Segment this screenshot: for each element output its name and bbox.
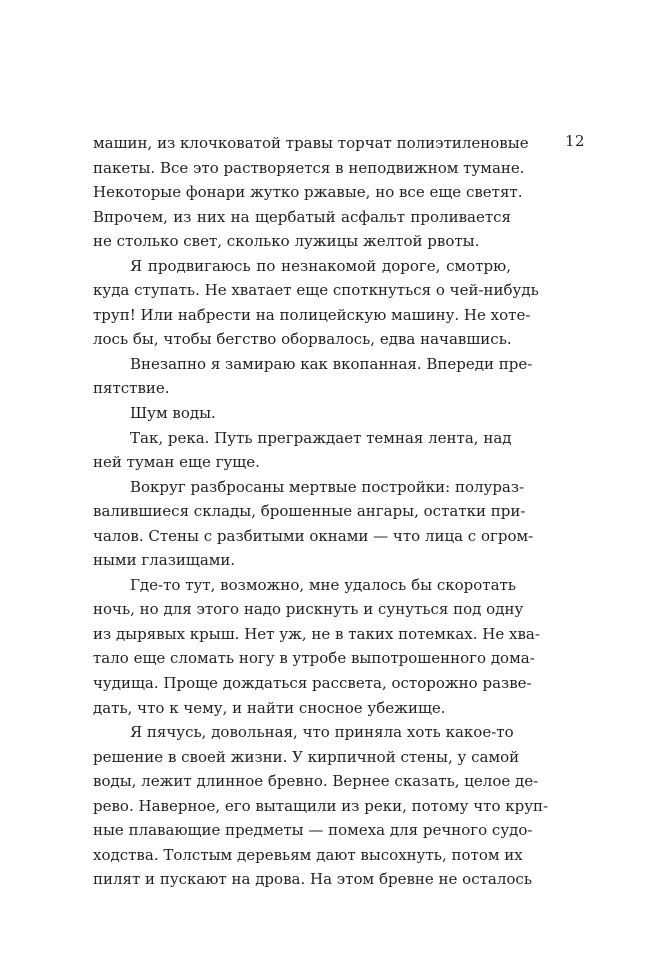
text-line: рево. Наверное, его вытащили из реки, потому что круп- xyxy=(93,796,549,815)
text-line: Шум воды. xyxy=(130,404,216,423)
paragraph xyxy=(93,475,534,573)
text-line: чалов. Стены с разбитыми окнами — что лица с огром- xyxy=(93,526,534,545)
text-line: ходства. Толстым деревьям дают высохнуть, потом их xyxy=(93,845,523,864)
text-line: Я пячусь, довольная, что приняла хоть какое-то xyxy=(130,723,514,742)
text-line: ночь, но для этого надо рискнуть и сунуться под одну xyxy=(93,600,524,619)
text-line: Внезапно я замираю как вкопанная. Впереди пре- xyxy=(130,354,533,373)
text-line: пакеты. Все это растворяется в неподвижном тумане. xyxy=(93,158,525,177)
text-line: ными глазищами. xyxy=(93,551,236,570)
text-line: Впрочем, из них на щербатый асфальт проливается xyxy=(93,207,511,226)
text-line: не столько свет, сколько лужицы желтой рвоты. xyxy=(93,232,480,251)
text-line: пилят и пускают на дрова. На этом бревне не осталось xyxy=(93,870,532,889)
page-number: 12 xyxy=(565,132,586,150)
text-line: Я продвигаюсь по незнакомой дороге, смотрю, xyxy=(130,256,511,275)
text-line: из дырявых крыш. Нет уж, не в таких потемках. Не хва- xyxy=(93,624,540,643)
text-line: Вокруг разбросаны мертвые постройки: полураз- xyxy=(130,477,525,496)
text-body xyxy=(93,131,549,892)
paragraph xyxy=(93,426,511,475)
paragraph xyxy=(93,254,539,352)
paragraph xyxy=(93,720,549,892)
text-line: лось бы, чтобы бегство оборвалось, едва начавшись. xyxy=(93,330,512,349)
text-line: ней туман еще гуще. xyxy=(93,453,260,472)
text-line: труп! Или набрести на полицейскую машину. Не хоте- xyxy=(93,305,531,324)
text-line: Некоторые фонари жутко ржавые, но все еще светят. xyxy=(93,183,523,202)
text-line: машин, из клочковатой травы торчат полиэтиленовые xyxy=(93,134,529,152)
text-line: пятствие. xyxy=(93,379,170,398)
paragraph xyxy=(93,352,533,401)
text-line: валившиеся склады, брошенные ангары, остатки при- xyxy=(93,502,526,521)
paragraph xyxy=(93,131,529,254)
text-line: чудища. Проще дождаться рассвета, осторожно разве- xyxy=(93,674,532,693)
text-line: решение в своей жизни. У кирпичной стены, у самой xyxy=(93,747,520,766)
text-line: куда ступать. Не хватает еще споткнуться о чей-нибудь xyxy=(93,281,539,300)
text-line: ные плавающие предметы — помеха для речного судо- xyxy=(93,821,533,840)
paragraph xyxy=(93,401,511,426)
text-line: тало еще сломать ногу в утробе выпотрошенного дома- xyxy=(93,649,535,668)
text-line: дать, что к чему, и найти сносное убежище. xyxy=(93,698,446,717)
paragraph xyxy=(93,573,540,720)
text-line: Где-то тут, возможно, мне удалось бы скоротать xyxy=(130,575,516,594)
text-line: воды, лежит длинное бревно. Вернее сказать, целое де- xyxy=(93,772,539,791)
text-line: Так, река. Путь преграждает темная лента, над xyxy=(130,428,512,447)
